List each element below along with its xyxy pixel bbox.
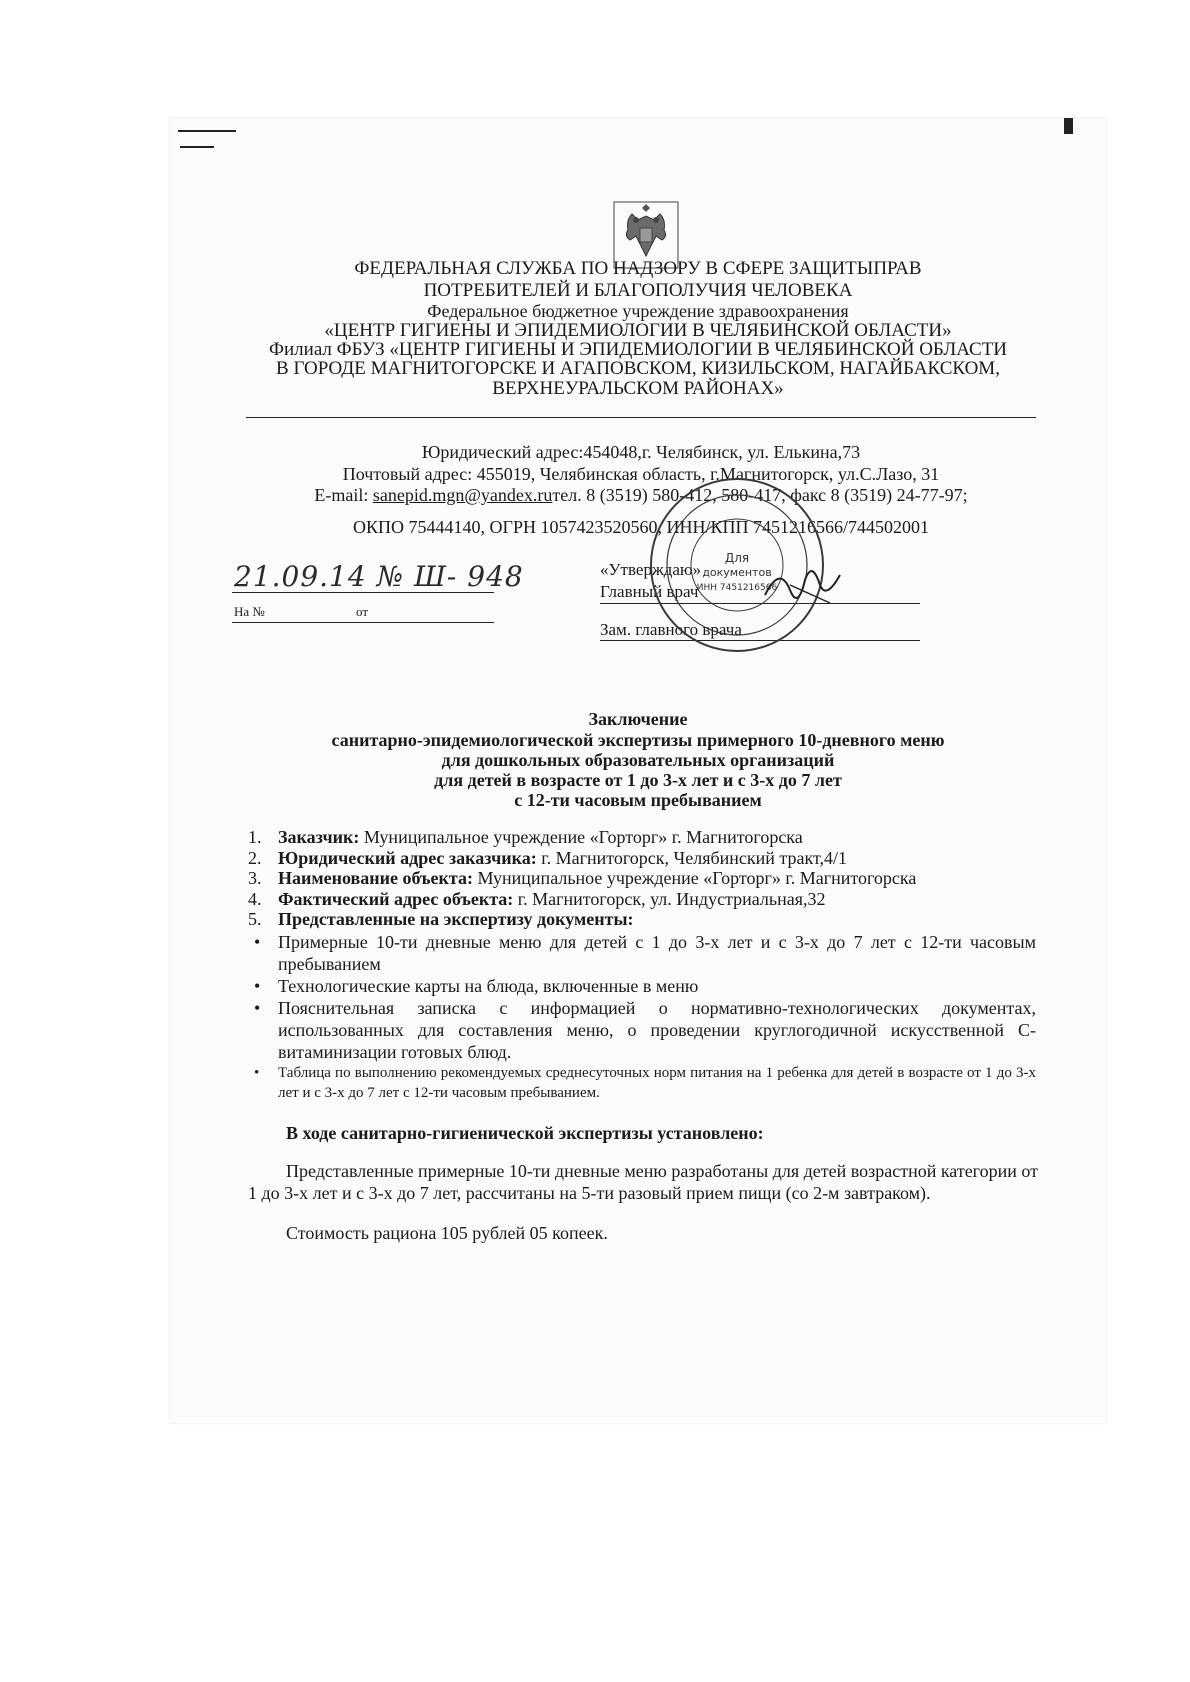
header-line-5: Филиал ФБУЗ «ЦЕНТР ГИГИЕНЫ И ЭПИДЕМИОЛОГИИ В ЧЕЛЯБИНСКОЙ ОБЛАСТИ (268, 339, 1008, 360)
handwritten-date-number: 21.09.14 № Ш- 948 (234, 560, 524, 593)
chief-label: Главный врач (600, 582, 699, 601)
item-number: 4. (248, 889, 262, 909)
bullet-icon: • (254, 932, 261, 952)
item-value: Муниципальное учреждение «Горторг» г. Магнитогорска (472, 868, 917, 888)
item-label: Представленные на экспертизу документы: (278, 909, 634, 929)
scan-mark-left-2 (180, 146, 214, 148)
doc-title: Заключение (588, 709, 688, 729)
email-label: E-mail: (314, 485, 373, 505)
header-line-2: ПОТРЕБИТЕЛЕЙ И БЛАГОПОЛУЧИЯ ЧЕЛОВЕКА (423, 280, 853, 301)
item-value: Муниципальное учреждение «Горторг» г. Магнитогорска (359, 827, 803, 847)
item-number: 3. (248, 868, 262, 888)
item-label: Фактический адрес объекта: (278, 889, 514, 909)
stamp-text-1: Для (724, 551, 750, 565)
item-value: г. Магнитогорск, Челябинский тракт,4/1 (536, 848, 847, 868)
item-label: Заказчик: (278, 827, 360, 847)
bullet-icon: • (254, 998, 261, 1018)
doc-title-line-2: санитарно-эпидемиологической экспертизы примерного 10-дневного меню (331, 730, 945, 750)
bullet-icon: • (254, 1065, 260, 1081)
header-divider (246, 417, 1036, 418)
header-line-1: ФЕДЕРАЛЬНАЯ СЛУЖБА ПО НАДЗОРУ В СФЕРЕ ЗАЩИТЫПРАВ (354, 258, 922, 279)
approve-label: «Утверждаю» (600, 560, 702, 579)
legal-address: Юридический адрес:454048,г. Челябинск, ул. Елькина,73 (421, 442, 861, 462)
signature-icon (760, 555, 850, 615)
findings-paragraph: Представленные примерные 10-ти дневные меню разработаны для детей возрастной категории от 1 до 3-х лет и с 3-х до 7 лет, рассчитаны на 5-ти разовый прием пищи (со 2-м завтраком). (248, 1161, 1039, 1203)
item-number: 2. (248, 848, 262, 868)
scan-mark-right (1064, 118, 1073, 134)
header-line-6: В ГОРОДЕ МАГНИТОГОРСКЕ И АГАПОВСКОМ, КИЗИЛЬСКОМ, НАГАЙБАКСКОМ, (276, 358, 1000, 379)
stamp-text-2: документов (702, 566, 772, 579)
reg-underline (232, 592, 494, 593)
bullet-text: Примерные 10-ти дневные меню для детей с 1 до 3-х лет и с 3-х до 7 лет с 12-ти часовым пребыванием (278, 932, 1036, 974)
bullet-text: Пояснительная записка с информацией о нормативно-технологических документах, использованных для составления меню, о проведении круглогодичной искусственной С-витаминизации готовых блюд. (278, 998, 1036, 1062)
bullet-text: Таблица по выполнению рекомендуемых среднесуточных норм питания на 1 ребенка для детей в возрасте от 1 до 3-х лет и с 3-х до 7 лет с 12-ти часовым пребыванием. (278, 1065, 1036, 1101)
ot-label: от (356, 604, 369, 619)
contacts-line (246, 484, 1036, 506)
header-line-4: «ЦЕНТР ГИГИЕНЫ И ЭПИДЕМИОЛОГИИ В ЧЕЛЯБИНСКОЙ ОБЛАСТИ» (324, 320, 952, 341)
deputy-label: Зам. главного врача (600, 620, 742, 639)
phones: тел. 8 (3519) 580-412, 580-417, факс 8 (3519) 24-77-97; (552, 485, 968, 505)
email-link[interactable]: sanepid.mgn@yandex.ru (372, 485, 553, 505)
item-value: г. Магнитогорск, ул. Индустриальная,32 (513, 889, 826, 909)
bullet-text: Технологические карты на блюда, включенные в меню (278, 976, 699, 996)
header-line-3: Федеральное бюджетное учреждение здравоохранения (427, 301, 849, 321)
doc-title-line-3: для дошкольных образовательных организаций (441, 750, 835, 770)
findings-heading: В ходе санитарно-гигиенической экспертизы установлено: (286, 1123, 764, 1143)
doc-title-line-4: для детей в возрасте от 1 до 3-х лет и с 3-х до 7 лет (434, 770, 842, 790)
bullet-icon: • (254, 976, 261, 996)
doc-title-line-5: с 12-ти часовым пребыванием (514, 790, 762, 810)
registry-codes: ОКПО 75444140, ОГРН 1057423520560, ИНН/КПП 7451216566/744502001 (353, 517, 929, 537)
cost-paragraph: Стоимость рациона 105 рублей 05 копеек. (286, 1223, 608, 1243)
item-number: 1. (248, 827, 262, 847)
na-label: На № (234, 604, 265, 619)
postal-address: Почтовый адрес: 455019, Челябинская область, г.Магнитогорск, ул.С.Лазо, 31 (342, 464, 940, 484)
item-number: 5. (248, 909, 262, 929)
item-label: Наименование объекта: (278, 868, 473, 888)
item-label: Юридический адрес заказчика: (278, 848, 537, 868)
scan-mark-left (178, 130, 236, 132)
stamp-text-3: ИНН 7451216566 (696, 583, 778, 593)
na-underline (232, 622, 494, 623)
header-line-7: ВЕРХНЕУРАЛЬСКОМ РАЙОНАХ» (492, 378, 784, 399)
